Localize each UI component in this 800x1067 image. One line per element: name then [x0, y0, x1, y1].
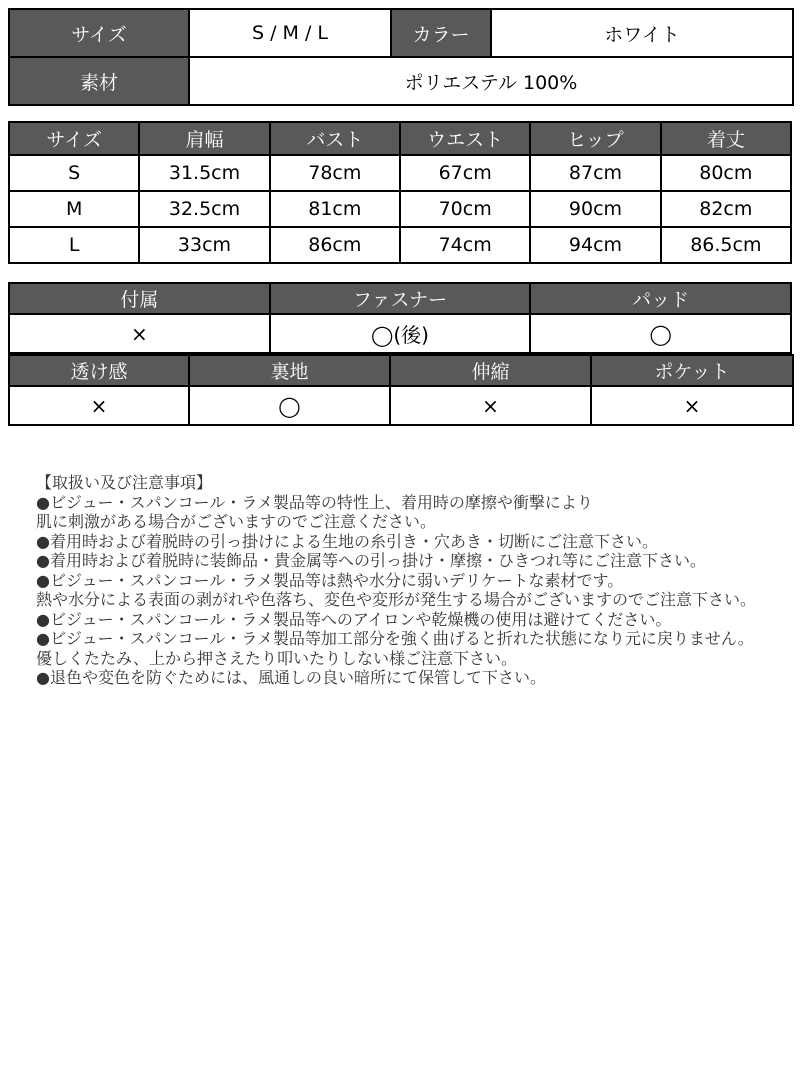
spec-row-size-color: [9, 9, 793, 57]
measurements-header-cell: ヒップ: [530, 122, 660, 155]
color-value-cell: ホワイト: [491, 9, 793, 57]
features-header-cell: ファスナー: [270, 283, 531, 314]
measurements-header-cell: 肩幅: [139, 122, 269, 155]
measurements-row-l: [9, 227, 791, 263]
measurement-cell: 74cm: [400, 227, 530, 263]
care-notes-title: 【取扱い及び注意事項】: [36, 473, 213, 492]
care-note-line: ●ビジュー・スパンコール・ラメ製品等は熱や水分に弱いデリケートな素材です。: [36, 570, 624, 590]
features-bottom-value-row: [9, 386, 793, 425]
care-note-line: ●退色や変色を防ぐためには、風通しの良い暗所にて保管して下さい。: [36, 668, 546, 687]
measurement-cell: L: [9, 227, 139, 263]
measurement-cell: 33cm: [139, 227, 269, 263]
measurements-table: [8, 121, 792, 264]
measurements-header-cell: バスト: [270, 122, 400, 155]
care-note-line: ●着用時および着脱時に装飾品・貴金属等への引っ掛け・摩擦・ひきつれ等にご注意下さい。: [36, 551, 706, 570]
measurement-cell: 87cm: [530, 155, 660, 191]
feature-value-cell: ◯: [530, 314, 791, 353]
measurements-row-m: [9, 191, 791, 227]
material-value-cell: ポリエステル 100%: [189, 57, 793, 105]
measurement-cell: 94cm: [530, 227, 660, 263]
features-header-cell: ポケット: [591, 355, 793, 386]
feature-value-cell: ×: [9, 386, 189, 425]
spec-row-material: [9, 57, 793, 105]
measurements-header-cell: 着丈: [661, 122, 791, 155]
features-header-cell: 付属: [9, 283, 270, 314]
measurement-cell: 86.5cm: [661, 227, 791, 263]
features-header-cell: 透け感: [9, 355, 189, 386]
measurements-header-row: [9, 122, 791, 155]
care-note-line: 肌に刺激がある場合がございますのでご注意ください。: [36, 512, 437, 531]
measurement-cell: 80cm: [661, 155, 791, 191]
measurement-cell: 32.5cm: [139, 191, 269, 227]
measurement-cell: 81cm: [270, 191, 400, 227]
measurement-cell: 86cm: [270, 227, 400, 263]
size-value-cell: S / M / L: [189, 9, 391, 57]
measurements-row-s: [9, 155, 791, 191]
size-label-cell: サイズ: [9, 9, 189, 57]
feature-value-cell: ×: [9, 314, 270, 353]
measurement-cell: S: [9, 155, 139, 191]
care-note-line: ●ビジュー・スパンコール・ラメ製品等の特性上、着用時の摩擦や衝撃により: [36, 492, 593, 512]
measurement-cell: 31.5cm: [139, 155, 269, 191]
measurements-header-cell: サイズ: [9, 122, 139, 155]
measurement-cell: 82cm: [661, 191, 791, 227]
features-bottom-header-row: [9, 355, 793, 386]
features-header-cell: パッド: [530, 283, 791, 314]
product-spec-table: [8, 8, 794, 106]
care-note-line: ●ビジュー・スパンコール・ラメ製品等へのアイロンや乾燥機の使用は避けてください。: [36, 609, 672, 629]
care-note-line: 優しくたたみ、上から押さえたり叩いたりしない様ご注意下さい。: [36, 648, 517, 668]
material-label-cell: 素材: [9, 57, 189, 105]
feature-value-cell: ×: [390, 386, 591, 425]
care-note-line: ●着用時および着脱時の引っ掛けによる生地の糸引き・穴あき・切断にご注意下さい。: [36, 531, 658, 551]
measurement-cell: 67cm: [400, 155, 530, 191]
care-notes: [36, 473, 780, 688]
feature-value-cell: ×: [591, 386, 793, 425]
features-top-header-row: [9, 283, 791, 314]
features-top-value-row: [9, 314, 791, 353]
measurement-cell: 90cm: [530, 191, 660, 227]
features-table-bottom: [8, 354, 794, 426]
measurement-cell: 78cm: [270, 155, 400, 191]
feature-value-cell: ◯: [189, 386, 390, 425]
feature-value-cell: ◯(後): [270, 314, 531, 353]
care-note-line: ●ビジュー・スパンコール・ラメ製品等加工部分を強く曲げると折れた状態になり元に戻りません。: [36, 629, 754, 648]
features-header-cell: 伸縮: [390, 355, 591, 386]
care-note-line: 熱や水分による表面の剥がれや色落ち、変色や変形が発生する場合がございますのでご注意下さい。: [36, 590, 757, 609]
measurement-cell: 70cm: [400, 191, 530, 227]
measurement-cell: M: [9, 191, 139, 227]
color-label-cell: カラー: [391, 9, 491, 57]
features-header-cell: 裏地: [189, 355, 390, 386]
measurements-header-cell: ウエスト: [400, 122, 530, 155]
features-table-top: [8, 282, 792, 354]
